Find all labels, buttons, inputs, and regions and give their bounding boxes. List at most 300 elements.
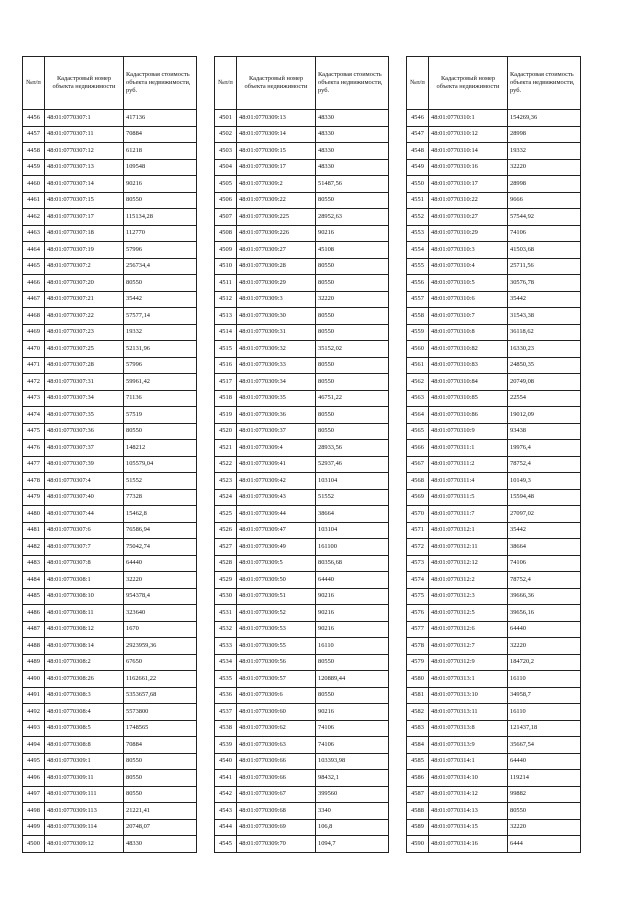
cadastral-number-cell: 48:01:0770309:62 xyxy=(237,720,316,737)
cadastral-cost-cell: 52131,96 xyxy=(124,341,197,358)
row-number-cell: 4509 xyxy=(215,242,237,259)
cadastral-number-cell: 48:01:0770308:3 xyxy=(45,687,124,704)
row-number-cell: 4567 xyxy=(407,456,429,473)
row-number-cell: 4495 xyxy=(23,753,45,770)
cadastral-number-cell: 48:01:0770310:85 xyxy=(429,390,508,407)
table-row xyxy=(407,506,581,523)
row-number-cell: 4505 xyxy=(215,176,237,193)
table-row xyxy=(23,308,197,325)
row-number-cell: 4579 xyxy=(407,654,429,671)
cadastral-number-cell: 48:01:0770307:12 xyxy=(45,143,124,160)
table-row xyxy=(23,704,197,721)
row-number-cell: 4572 xyxy=(407,539,429,556)
cadastral-cost-cell: 24850,35 xyxy=(508,357,581,374)
table-row xyxy=(407,407,581,424)
cadastral-cost-cell: 25711,56 xyxy=(508,258,581,275)
cadastral-number-cell: 48:01:0770312:12 xyxy=(429,555,508,572)
header-cadastral-cost: Кадастровая стоимость объекта недвижимости, руб. xyxy=(124,57,197,110)
row-number-cell: 4498 xyxy=(23,803,45,820)
row-number-cell: 4497 xyxy=(23,786,45,803)
table-row xyxy=(407,539,581,556)
row-number-cell: 4585 xyxy=(407,753,429,770)
cadastral-number-cell: 48:01:0770309:225 xyxy=(237,209,316,226)
table-row xyxy=(215,753,389,770)
table-row xyxy=(407,126,581,143)
cadastral-cost-cell: 35152,02 xyxy=(316,341,389,358)
table-row xyxy=(23,192,197,209)
table-row xyxy=(23,638,197,655)
row-number-cell: 4512 xyxy=(215,291,237,308)
cadastral-number-cell: 48:01:0770310:8 xyxy=(429,324,508,341)
table-row xyxy=(407,836,581,853)
table-header-row xyxy=(215,57,389,110)
cadastral-number-cell: 48:01:0770307:23 xyxy=(45,324,124,341)
cadastral-cost-cell: 103104 xyxy=(316,473,389,490)
table-row xyxy=(407,159,581,176)
row-number-cell: 4571 xyxy=(407,522,429,539)
cadastral-cost-cell: 39666,36 xyxy=(508,588,581,605)
cadastral-number-cell: 48:01:0770311:2 xyxy=(429,456,508,473)
cadastral-cost-cell: 35667,54 xyxy=(508,737,581,754)
table-header-row xyxy=(407,57,581,110)
table-row xyxy=(407,374,581,391)
table-row xyxy=(215,654,389,671)
cadastral-number-cell: 48:01:0770308:14 xyxy=(45,638,124,655)
cadastral-cost-cell: 52937,46 xyxy=(316,456,389,473)
cadastral-number-cell: 48:01:0770309:28 xyxy=(237,258,316,275)
row-number-cell: 4562 xyxy=(407,374,429,391)
row-number-cell: 4544 xyxy=(215,819,237,836)
row-number-cell: 4583 xyxy=(407,720,429,737)
header-cadastral-number: Кадастровый номер объекта недвижимости xyxy=(45,57,124,110)
table-row xyxy=(407,753,581,770)
table-row xyxy=(215,341,389,358)
cadastral-number-cell: 48:01:0770309:4 xyxy=(237,440,316,457)
cadastral-number-cell: 48:01:0770307:25 xyxy=(45,341,124,358)
cadastral-cost-cell: 120889,44 xyxy=(316,671,389,688)
cadastral-number-cell: 48:01:0770309:6 xyxy=(237,687,316,704)
cadastral-cost-cell: 34958,7 xyxy=(508,687,581,704)
cadastral-number-cell: 48:01:0770307:34 xyxy=(45,390,124,407)
cadastral-number-cell: 48:01:0770311:7 xyxy=(429,506,508,523)
cadastral-number-cell: 48:01:0770310:1 xyxy=(429,110,508,127)
cadastral-number-cell: 48:01:0770312:3 xyxy=(429,588,508,605)
table-row xyxy=(23,258,197,275)
row-number-cell: 4545 xyxy=(215,836,237,853)
table-row xyxy=(215,671,389,688)
table-row xyxy=(23,374,197,391)
table-row xyxy=(23,539,197,556)
table-row xyxy=(23,770,197,787)
cadastral-cost-cell: 32220 xyxy=(508,159,581,176)
cadastral-number-cell: 48:01:0770309:17 xyxy=(237,159,316,176)
table-row xyxy=(215,621,389,638)
cadastral-number-cell: 48:01:0770307:31 xyxy=(45,374,124,391)
table-row xyxy=(23,209,197,226)
row-number-cell: 4525 xyxy=(215,506,237,523)
table-row xyxy=(407,687,581,704)
table-row xyxy=(23,786,197,803)
cadastral-cost-cell: 36118,62 xyxy=(508,324,581,341)
cadastral-cost-cell: 48330 xyxy=(316,159,389,176)
table-row xyxy=(23,407,197,424)
row-number-cell: 4537 xyxy=(215,704,237,721)
cadastral-cost-cell: 98432,1 xyxy=(316,770,389,787)
cadastral-number-cell: 48:01:0770310:6 xyxy=(429,291,508,308)
row-number-cell: 4477 xyxy=(23,456,45,473)
cadastral-number-cell: 48:01:0770307:18 xyxy=(45,225,124,242)
row-number-cell: 4489 xyxy=(23,654,45,671)
cadastral-number-cell: 48:01:0770309:111 xyxy=(45,786,124,803)
table-row xyxy=(215,588,389,605)
row-number-cell: 4534 xyxy=(215,654,237,671)
cadastral-cost-cell: 80550 xyxy=(124,770,197,787)
row-number-cell: 4491 xyxy=(23,687,45,704)
table-row xyxy=(407,357,581,374)
cadastral-cost-cell: 32220 xyxy=(124,572,197,589)
cadastral-cost-cell: 48330 xyxy=(316,110,389,127)
row-number-cell: 4560 xyxy=(407,341,429,358)
row-number-cell: 4494 xyxy=(23,737,45,754)
table-row xyxy=(215,539,389,556)
table-row xyxy=(23,489,197,506)
row-number-cell: 4546 xyxy=(407,110,429,127)
cadastral-cost-cell: 78752,4 xyxy=(508,572,581,589)
cadastral-cost-cell: 80550 xyxy=(316,308,389,325)
cadastral-cost-cell: 1670 xyxy=(124,621,197,638)
row-number-cell: 4524 xyxy=(215,489,237,506)
cadastral-number-cell: 48:01:0770307:14 xyxy=(45,176,124,193)
cadastral-cost-cell: 48330 xyxy=(124,836,197,853)
cadastral-number-cell: 48:01:0770311:5 xyxy=(429,489,508,506)
cadastral-cost-cell: 80550 xyxy=(316,357,389,374)
cadastral-number-cell: 48:01:0770307:4 xyxy=(45,473,124,490)
cadastral-number-cell: 48:01:0770310:9 xyxy=(429,423,508,440)
cadastral-cost-cell: 1094,7 xyxy=(316,836,389,853)
cadastral-cost-cell: 80550 xyxy=(316,374,389,391)
cadastral-cost-cell: 39656,16 xyxy=(508,605,581,622)
row-number-cell: 4587 xyxy=(407,786,429,803)
table-row xyxy=(23,803,197,820)
row-number-cell: 4528 xyxy=(215,555,237,572)
cadastral-cost-cell: 19012,09 xyxy=(508,407,581,424)
row-number-cell: 4475 xyxy=(23,423,45,440)
cadastral-cost-cell: 31543,38 xyxy=(508,308,581,325)
cadastral-cost-cell: 20749,08 xyxy=(508,374,581,391)
cadastral-number-cell: 48:01:0770308:2 xyxy=(45,654,124,671)
cadastral-cost-cell: 93438 xyxy=(508,423,581,440)
row-number-cell: 4507 xyxy=(215,209,237,226)
table-row xyxy=(407,654,581,671)
table-row xyxy=(215,786,389,803)
row-number-cell: 4481 xyxy=(23,522,45,539)
cadastral-number-cell: 48:01:0770310:29 xyxy=(429,225,508,242)
cadastral-cost-cell: 22554 xyxy=(508,390,581,407)
cadastral-cost-cell: 20748,07 xyxy=(124,819,197,836)
cadastral-number-cell: 48:01:0770309:50 xyxy=(237,572,316,589)
cadastral-number-cell: 48:01:0770307:19 xyxy=(45,242,124,259)
cadastral-cost-cell: 103393,98 xyxy=(316,753,389,770)
registry-table-1 xyxy=(22,56,197,853)
cadastral-cost-cell: 64440 xyxy=(508,753,581,770)
table-row xyxy=(407,605,581,622)
row-number-cell: 4461 xyxy=(23,192,45,209)
cadastral-number-cell: 48:01:0770312:6 xyxy=(429,621,508,638)
cadastral-number-cell: 48:01:0770310:22 xyxy=(429,192,508,209)
row-number-cell: 4568 xyxy=(407,473,429,490)
table-row xyxy=(215,192,389,209)
cadastral-number-cell: 48:01:0770309:1 xyxy=(45,753,124,770)
cadastral-cost-cell: 119214 xyxy=(508,770,581,787)
cadastral-cost-cell: 112770 xyxy=(124,225,197,242)
cadastral-number-cell: 48:01:0770307:35 xyxy=(45,407,124,424)
cadastral-number-cell: 48:01:0770309:68 xyxy=(237,803,316,820)
cadastral-cost-cell: 109548 xyxy=(124,159,197,176)
cadastral-cost-cell: 32220 xyxy=(508,819,581,836)
row-number-cell: 4458 xyxy=(23,143,45,160)
cadastral-number-cell: 48:01:0770310:17 xyxy=(429,176,508,193)
cadastral-cost-cell: 38664 xyxy=(508,539,581,556)
cadastral-cost-cell: 184720,2 xyxy=(508,654,581,671)
table-row xyxy=(215,836,389,853)
cadastral-number-cell: 48:01:0770308:12 xyxy=(45,621,124,638)
cadastral-cost-cell: 48330 xyxy=(316,143,389,160)
cadastral-number-cell: 48:01:0770309:66 xyxy=(237,753,316,770)
cadastral-number-cell: 48:01:0770309:35 xyxy=(237,390,316,407)
cadastral-number-cell: 48:01:0770307:8 xyxy=(45,555,124,572)
table-row xyxy=(407,110,581,127)
cadastral-number-cell: 48:01:0770309:37 xyxy=(237,423,316,440)
row-number-cell: 4469 xyxy=(23,324,45,341)
cadastral-number-cell: 48:01:0770309:56 xyxy=(237,654,316,671)
row-number-cell: 4570 xyxy=(407,506,429,523)
cadastral-cost-cell: 35442 xyxy=(124,291,197,308)
cadastral-cost-cell: 90216 xyxy=(316,588,389,605)
cadastral-cost-cell: 3340 xyxy=(316,803,389,820)
table-row xyxy=(215,176,389,193)
cadastral-cost-cell: 5353657,68 xyxy=(124,687,197,704)
cadastral-number-cell: 48:01:0770309:51 xyxy=(237,588,316,605)
cadastral-number-cell: 48:01:0770310:5 xyxy=(429,275,508,292)
row-number-cell: 4514 xyxy=(215,324,237,341)
row-number-cell: 4499 xyxy=(23,819,45,836)
cadastral-number-cell: 48:01:0770307:37 xyxy=(45,440,124,457)
row-number-cell: 4569 xyxy=(407,489,429,506)
table-row xyxy=(407,803,581,820)
header-num: №п/п xyxy=(23,57,45,110)
table-row xyxy=(23,819,197,836)
cadastral-cost-cell: 77328 xyxy=(124,489,197,506)
row-number-cell: 4508 xyxy=(215,225,237,242)
cadastral-number-cell: 48:01:0770314:1 xyxy=(429,753,508,770)
row-number-cell: 4540 xyxy=(215,753,237,770)
cadastral-number-cell: 48:01:0770312:1 xyxy=(429,522,508,539)
table-row xyxy=(23,836,197,853)
table-row xyxy=(23,341,197,358)
cadastral-number-cell: 48:01:0770309:13 xyxy=(237,110,316,127)
table-row xyxy=(23,737,197,754)
cadastral-cost-cell: 59961,42 xyxy=(124,374,197,391)
table-row xyxy=(23,605,197,622)
row-number-cell: 4573 xyxy=(407,555,429,572)
cadastral-number-cell: 48:01:0770307:2 xyxy=(45,258,124,275)
table-row xyxy=(407,440,581,457)
table-row xyxy=(407,242,581,259)
table-row xyxy=(23,225,197,242)
row-number-cell: 4511 xyxy=(215,275,237,292)
table-header-row xyxy=(23,57,197,110)
table-row xyxy=(23,275,197,292)
cadastral-cost-cell: 15462,8 xyxy=(124,506,197,523)
row-number-cell: 4549 xyxy=(407,159,429,176)
table-row xyxy=(23,456,197,473)
cadastral-cost-cell: 45108 xyxy=(316,242,389,259)
table-row xyxy=(407,489,581,506)
cadastral-cost-cell: 64440 xyxy=(316,572,389,589)
row-number-cell: 4513 xyxy=(215,308,237,325)
cadastral-cost-cell: 67650 xyxy=(124,654,197,671)
table-row xyxy=(407,621,581,638)
cadastral-cost-cell: 1162661,22 xyxy=(124,671,197,688)
cadastral-number-cell: 48:01:0770309:44 xyxy=(237,506,316,523)
table-row xyxy=(407,720,581,737)
cadastral-cost-cell: 954378,4 xyxy=(124,588,197,605)
row-number-cell: 4557 xyxy=(407,291,429,308)
cadastral-cost-cell: 90216 xyxy=(316,621,389,638)
cadastral-number-cell: 48:01:0770312:5 xyxy=(429,605,508,622)
cadastral-cost-cell: 103104 xyxy=(316,522,389,539)
cadastral-number-cell: 48:01:0770309:67 xyxy=(237,786,316,803)
row-number-cell: 4542 xyxy=(215,786,237,803)
cadastral-cost-cell: 80550 xyxy=(508,803,581,820)
cadastral-cost-cell: 16110 xyxy=(316,638,389,655)
header-cadastral-cost: Кадастровая стоимость объекта недвижимости, руб. xyxy=(316,57,389,110)
cadastral-cost-cell: 57996 xyxy=(124,242,197,259)
table-row xyxy=(23,555,197,572)
table-row xyxy=(215,423,389,440)
table-row xyxy=(23,357,197,374)
row-number-cell: 4480 xyxy=(23,506,45,523)
table-row xyxy=(23,159,197,176)
row-number-cell: 4493 xyxy=(23,720,45,737)
row-number-cell: 4515 xyxy=(215,341,237,358)
table-row xyxy=(23,687,197,704)
cadastral-cost-cell: 90216 xyxy=(316,605,389,622)
cadastral-number-cell: 48:01:0770309:36 xyxy=(237,407,316,424)
row-number-cell: 4566 xyxy=(407,440,429,457)
cadastral-cost-cell: 38664 xyxy=(316,506,389,523)
row-number-cell: 4553 xyxy=(407,225,429,242)
cadastral-cost-cell: 115134,28 xyxy=(124,209,197,226)
table-row xyxy=(23,291,197,308)
cadastral-cost-cell: 80550 xyxy=(124,275,197,292)
cadastral-number-cell: 48:01:0770313:8 xyxy=(429,720,508,737)
row-number-cell: 4510 xyxy=(215,258,237,275)
row-number-cell: 4501 xyxy=(215,110,237,127)
cadastral-cost-cell: 2923959,36 xyxy=(124,638,197,655)
cadastral-number-cell: 48:01:0770307:39 xyxy=(45,456,124,473)
cadastral-cost-cell: 74106 xyxy=(508,225,581,242)
row-number-cell: 4472 xyxy=(23,374,45,391)
table-row xyxy=(407,638,581,655)
table-row xyxy=(215,390,389,407)
row-number-cell: 4486 xyxy=(23,605,45,622)
table-row xyxy=(407,786,581,803)
cadastral-number-cell: 48:01:0770308:10 xyxy=(45,588,124,605)
table-row xyxy=(407,671,581,688)
table-row xyxy=(215,522,389,539)
table-row xyxy=(215,242,389,259)
table-row xyxy=(23,324,197,341)
cadastral-number-cell: 48:01:0770310:82 xyxy=(429,341,508,358)
row-number-cell: 4457 xyxy=(23,126,45,143)
cadastral-number-cell: 48:01:0770309:22 xyxy=(237,192,316,209)
cadastral-number-cell: 48:01:0770309:226 xyxy=(237,225,316,242)
table-row xyxy=(407,819,581,836)
cadastral-number-cell: 48:01:0770309:33 xyxy=(237,357,316,374)
row-number-cell: 4548 xyxy=(407,143,429,160)
cadastral-number-cell: 48:01:0770312:7 xyxy=(429,638,508,655)
row-number-cell: 4456 xyxy=(23,110,45,127)
row-number-cell: 4484 xyxy=(23,572,45,589)
row-number-cell: 4516 xyxy=(215,357,237,374)
cadastral-cost-cell: 28998 xyxy=(508,176,581,193)
table-row xyxy=(23,654,197,671)
cadastral-cost-cell: 5573800 xyxy=(124,704,197,721)
row-number-cell: 4541 xyxy=(215,770,237,787)
cadastral-cost-cell: 16110 xyxy=(508,704,581,721)
cadastral-cost-cell: 27097,02 xyxy=(508,506,581,523)
cadastral-number-cell: 48:01:0770312:9 xyxy=(429,654,508,671)
cadastral-number-cell: 48:01:0770309:43 xyxy=(237,489,316,506)
cadastral-number-cell: 48:01:0770309:52 xyxy=(237,605,316,622)
table-row xyxy=(23,588,197,605)
cadastral-cost-cell: 30576,78 xyxy=(508,275,581,292)
table-row xyxy=(23,143,197,160)
cadastral-number-cell: 48:01:0770309:63 xyxy=(237,737,316,754)
cadastral-cost-cell: 80550 xyxy=(316,687,389,704)
table-row xyxy=(407,324,581,341)
table-row xyxy=(23,671,197,688)
header-num: №п/п xyxy=(215,57,237,110)
cadastral-number-cell: 48:01:0770309:53 xyxy=(237,621,316,638)
row-number-cell: 4519 xyxy=(215,407,237,424)
row-number-cell: 4532 xyxy=(215,621,237,638)
cadastral-cost-cell: 51487,56 xyxy=(316,176,389,193)
table-row xyxy=(407,423,581,440)
cadastral-number-cell: 48:01:0770313:1 xyxy=(429,671,508,688)
table-row xyxy=(407,258,581,275)
cadastral-number-cell: 48:01:0770309:113 xyxy=(45,803,124,820)
cadastral-number-cell: 48:01:0770307:1 xyxy=(45,110,124,127)
cadastral-cost-cell: 80550 xyxy=(316,423,389,440)
table-row xyxy=(215,489,389,506)
cadastral-cost-cell: 80550 xyxy=(316,407,389,424)
table-row xyxy=(23,621,197,638)
row-number-cell: 4578 xyxy=(407,638,429,655)
cadastral-cost-cell: 16110 xyxy=(508,671,581,688)
row-number-cell: 4522 xyxy=(215,456,237,473)
row-number-cell: 4576 xyxy=(407,605,429,622)
cadastral-cost-cell: 19976,4 xyxy=(508,440,581,457)
cadastral-number-cell: 48:01:0770308:26 xyxy=(45,671,124,688)
row-number-cell: 4564 xyxy=(407,407,429,424)
cadastral-cost-cell: 6444 xyxy=(508,836,581,853)
cadastral-number-cell: 48:01:0770310:16 xyxy=(429,159,508,176)
row-number-cell: 4586 xyxy=(407,770,429,787)
row-number-cell: 4464 xyxy=(23,242,45,259)
row-number-cell: 4488 xyxy=(23,638,45,655)
